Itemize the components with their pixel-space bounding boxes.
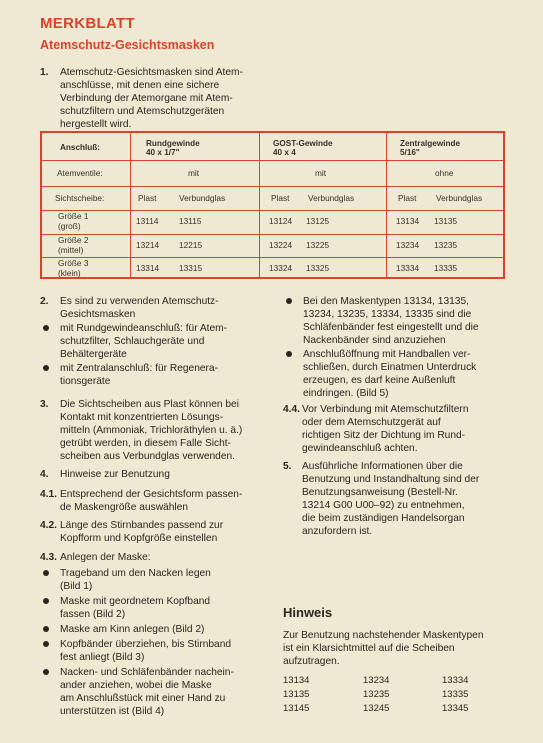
text-line: Schläfenbänder fest eingestellt und die (303, 322, 479, 333)
visor-type: Verbundglas (436, 193, 483, 203)
section-number: 5. (283, 461, 292, 472)
section-number: 4. (40, 469, 49, 480)
mask-type-table (40, 131, 505, 279)
code-cell: 13224 (269, 240, 293, 250)
text-line: aufzutragen. (283, 656, 340, 667)
code-cell: 13214 (136, 240, 160, 250)
row-label-visor: Sichtscheibe: (55, 193, 105, 203)
text-line: unterstützen ist (Bild 4) (60, 706, 165, 717)
text-line: mitteln (Ammoniak, Trichloräthylen u. ä.) (60, 425, 243, 436)
size-label: Größe 1 (groß) (58, 211, 89, 231)
code-cell: 13334 (396, 263, 420, 273)
text-line: erzeugen, es darf keine Außenluft (303, 375, 456, 386)
section-number: 2. (40, 296, 49, 307)
text-line: gewindeanschluß achten. (302, 443, 418, 454)
text-line: schutzfiltern und Atemschutzgeräten (60, 106, 225, 117)
code-cell: 12215 (179, 240, 203, 250)
visor-type: Verbundglas (308, 193, 355, 203)
hint-text (283, 629, 523, 668)
text-line: fest anliegt (Bild 3) (60, 652, 145, 663)
section-number: 1. (40, 67, 49, 78)
code-cell: 13325 (306, 263, 330, 273)
code-cell: 13225 (306, 240, 330, 250)
bullet-icon (43, 365, 49, 371)
text-line: ist ein Klarsichtmittel auf die Scheiben (283, 643, 455, 654)
table-header-col-2: GOST-Gewinde 40 x 4 (273, 139, 333, 157)
mask-code: 13335 (442, 689, 469, 700)
text-line: mit Zentralanschluß: für Regenera- (60, 363, 218, 374)
section-number: 3. (40, 399, 49, 410)
table-header-col-1: Rundgewinde 40 x 1/7" (146, 139, 200, 157)
hint-heading: Hinweis (283, 605, 333, 620)
valve-value: ohne (435, 168, 454, 178)
section-number: 4.1. (40, 489, 57, 500)
text-line: Bei den Maskentypen 13134, 13135, (303, 296, 469, 307)
text-line: Hinweise zur Benutzung (60, 469, 170, 480)
code-cell: 13124 (269, 216, 293, 226)
text-line: Kontakt mit konzentrierten Lösungs- (60, 412, 224, 423)
text-line: eindringen. (Bild 5) (303, 388, 389, 399)
visor-type: Plast (398, 193, 417, 203)
text-line: Behältergeräte (60, 349, 127, 360)
code-cell: 13234 (396, 240, 420, 250)
text-line: Entsprechend der Gesichtsform passen- (60, 489, 243, 500)
hint-code-grid (283, 675, 523, 720)
section-1 (40, 66, 280, 136)
text-line: Es sind zu verwenden Atemschutz- (60, 296, 219, 307)
text-line: Anlegen der Maske: (60, 552, 151, 563)
code-cell: 13315 (179, 263, 203, 273)
visor-type: Plast (138, 193, 157, 203)
text-line: richtigen Sitz der Dichtung im Rund- (302, 430, 466, 441)
code-cell: 13115 (179, 216, 202, 226)
text-line: die beim zuständigen Handelsorgan (302, 513, 465, 524)
mask-code: 13134 (283, 675, 310, 686)
bullet-icon (43, 570, 49, 576)
mask-code: 13145 (283, 703, 310, 714)
text-line: ander anziehen, wobei die Maske (60, 680, 212, 691)
code-cell: 13134 (396, 216, 420, 226)
text-line: schutzfilter, Schlauchgeräte und (60, 336, 205, 347)
bullet-icon (286, 298, 292, 304)
bullet-icon (286, 351, 292, 357)
row-label-valves: Atemventile: (57, 168, 103, 178)
text-line: Die Sichtscheiben aus Plast können bei (60, 399, 239, 410)
text-line: 13214 G00 U00–92) zu entnehmen, (302, 500, 465, 511)
text-line: Benutzungsanweisung (Bestell-Nr. (302, 487, 458, 498)
text-line: Nacken- und Schläfenbänder nachein- (60, 667, 234, 678)
text-line: scheiben aus Verbundglas verwenden. (60, 451, 236, 462)
text-line: Vor Verbindung mit Atemschutzfiltern (302, 404, 469, 415)
text-line: Nackenbänder sind anzuziehen (303, 335, 446, 346)
visor-type: Verbundglas (179, 193, 226, 203)
page-title: MERKBLATT (40, 15, 135, 32)
section-number: 4.4. (283, 404, 300, 415)
text-line: getrübt werden, in diesem Falle Sicht- (60, 438, 232, 449)
text-line: Anschlußöffnung mit Handballen ver- (303, 349, 471, 360)
text-line: anzufordern ist. (302, 526, 373, 537)
text-line: Maske am Kinn anlegen (Bild 2) (60, 624, 205, 635)
bullet-icon (43, 598, 49, 604)
mask-code: 13234 (363, 675, 390, 686)
code-cell: 13314 (136, 263, 160, 273)
bullet-icon (43, 325, 49, 331)
text-line: 13234, 13235, 13334, 13335 sind die (303, 309, 472, 320)
text-line: am Anschlußstück mit einer Hand zu (60, 693, 226, 704)
text-line: Atemschutz-Gesichtsmasken sind Atem- (60, 67, 243, 78)
code-cell: 13324 (269, 263, 293, 273)
text-line: Verbindung der Atemorgane mit Atem- (60, 93, 233, 104)
text-line: Zur Benutzung nachstehender Maskentypen (283, 630, 484, 641)
mask-code: 13135 (283, 689, 310, 700)
text-line: Kopfform und Kopfgröße einstellen (60, 533, 218, 544)
bullet-icon (43, 669, 49, 675)
mask-code: 13345 (442, 703, 469, 714)
text-line: Maske mit geordnetem Kopfband (60, 596, 211, 607)
valve-value: mit (188, 168, 200, 178)
text-line: fassen (Bild 2) (60, 609, 126, 620)
text-line: Kopfbänder überziehen, bis Stirnband (60, 639, 232, 650)
code-cell: 13125 (306, 216, 330, 226)
page-subtitle: Atemschutz-Gesichtsmasken (40, 38, 215, 52)
text-line: Länge des Stirnbandes passend zur (60, 520, 224, 531)
bullet-icon (43, 626, 49, 632)
section-number: 4.2. (40, 520, 57, 531)
text-line: anschlüsse, mit denen eine sichere (60, 80, 220, 91)
text-line: Ausführliche Informationen über die (302, 461, 463, 472)
text-line: Benutzung und Instandhaltung sind der (302, 474, 480, 485)
text-line: hergestellt wird. (60, 119, 132, 130)
text-line: Trageband um den Nacken legen (60, 568, 211, 579)
table-header-connection: Anschluß: (60, 143, 101, 152)
mask-code: 13245 (363, 703, 390, 714)
text-line: schließen, durch Einatmen Unterdruck (303, 362, 477, 373)
visor-type: Plast (271, 193, 290, 203)
mask-code: 13235 (363, 689, 390, 700)
text-line: tionsgeräte (60, 376, 111, 387)
code-cell: 13114 (136, 216, 159, 226)
text-line: Gesichtsmasken (60, 309, 136, 320)
code-cell: 13335 (434, 263, 458, 273)
text-line: oder dem Atemschutzgerät auf (302, 417, 441, 428)
code-cell: 13235 (434, 240, 458, 250)
size-label: Größe 2 (mittel) (58, 235, 89, 255)
size-label: Größe 3 (klein) (58, 258, 89, 278)
text-line: de Maskengröße auswählen (60, 502, 188, 513)
text-line: (Bild 1) (60, 581, 93, 592)
section-number: 4.3. (40, 552, 57, 563)
text-line: mit Rundgewindeanschluß: für Atem- (60, 323, 228, 334)
mask-code: 13334 (442, 675, 469, 686)
bullet-icon (43, 641, 49, 647)
table-header-col-3: Zentralgewinde 5/16" (400, 139, 461, 157)
code-cell: 13135 (434, 216, 458, 226)
valve-value: mit (315, 168, 327, 178)
